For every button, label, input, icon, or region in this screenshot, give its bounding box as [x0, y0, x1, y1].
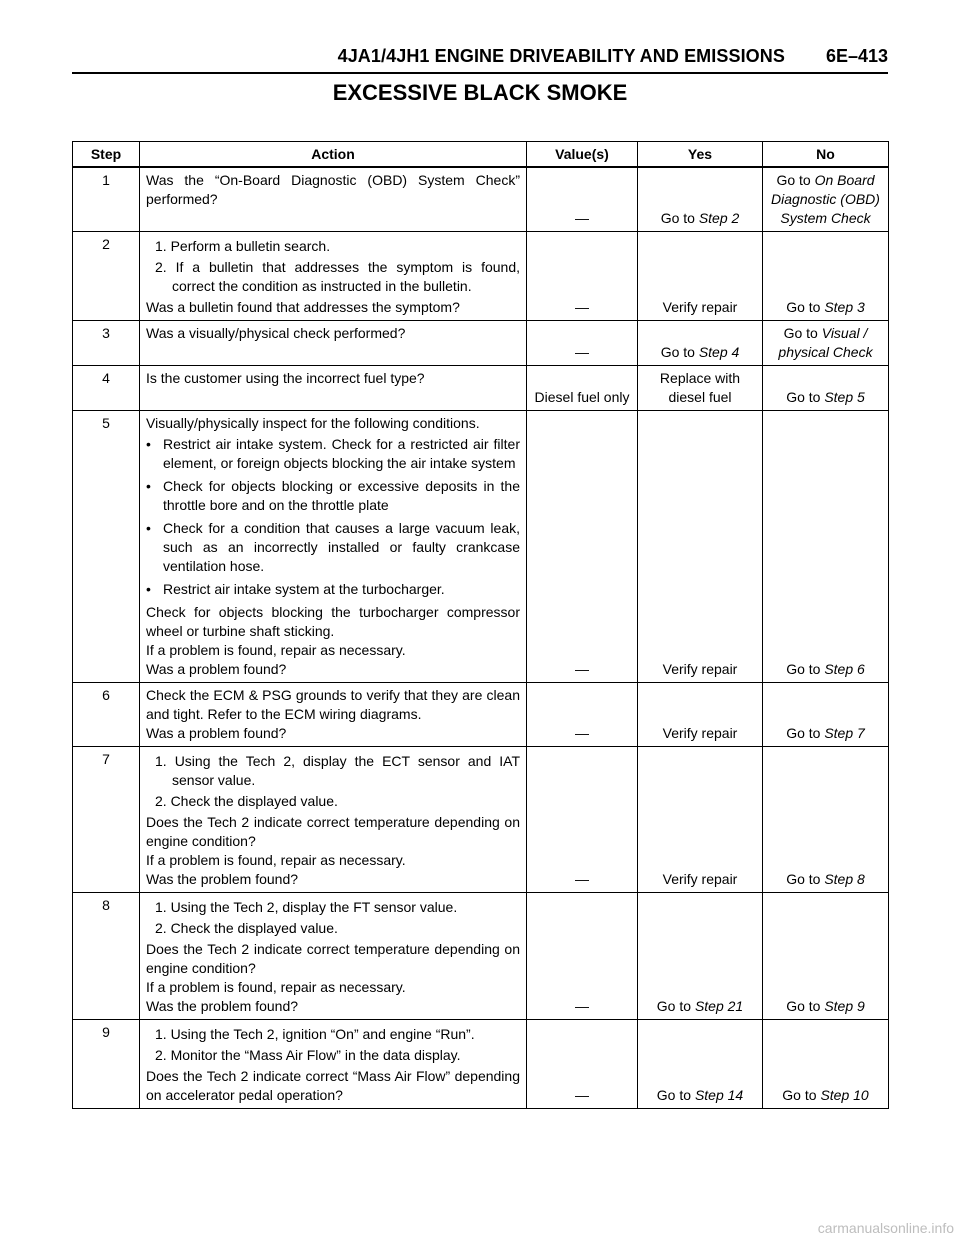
no-text: Go to [783, 325, 822, 341]
section-title: 4JA1/4JH1 ENGINE DRIVEABILITY AND EMISSIONS [337, 46, 785, 66]
action-cell [140, 232, 527, 321]
action-text [146, 997, 520, 1016]
no-cell [763, 411, 889, 683]
action-line-text: 2. If a bulletin that addresses the symptom is found, correct the condition as instructed in the bulletin. [155, 259, 520, 294]
yes-text: Go to [656, 998, 695, 1014]
no-cell [763, 893, 889, 1020]
no-step-reference: Step 6 [824, 661, 865, 677]
yes-step-reference: Step 14 [694, 1087, 744, 1103]
action-line-text: Check for objects blocking or excessive deposits in the throttle bore and on the throttle plate [163, 478, 520, 513]
yes-text: Go to [660, 210, 699, 226]
step-number: 1 [73, 167, 140, 232]
action-line-text: Was the problem found? [146, 871, 299, 887]
step-number: 5 [73, 411, 140, 683]
column-header-values: Value(s) [527, 142, 638, 168]
action-line-text: Check for objects blocking the turbocharger compressor wheel or turbine shaft sticking. [146, 604, 520, 639]
no-step-reference: Visual / physical Check [778, 325, 873, 360]
numbered-instruction [146, 792, 520, 811]
action-line-text: Is the customer using the incorrect fuel type? [146, 370, 425, 386]
action-text [146, 414, 520, 433]
action-line-text: Does the Tech 2 indicate correct temperature depending on engine condition? [146, 814, 520, 849]
action-text [146, 369, 520, 388]
action-line-text: Check for a condition that causes a large vacuum leak, such as an incorrectly installed or faulty crankcase ventilation hose. [163, 520, 520, 574]
action-cell [140, 411, 527, 683]
action-text [146, 940, 520, 978]
numbered-instruction [146, 898, 520, 917]
action-text [146, 686, 520, 724]
action-line-text: If a problem is found, repair as necessary. [146, 642, 406, 658]
page-title: EXCESSIVE BLACK SMOKE [332, 80, 628, 105]
action-line-text: Was the “On-Board Diagnostic (OBD) System Check” performed? [146, 172, 520, 207]
yes-cell [638, 1020, 763, 1109]
value-cell: — [527, 893, 638, 1020]
numbered-instruction [146, 237, 520, 256]
page-number: 6E–413 [825, 46, 888, 66]
action-cell [140, 683, 527, 747]
yes-cell [638, 167, 763, 232]
action-line-text: 1. Using the Tech 2, display the FT sensor value. [155, 899, 458, 915]
action-text [146, 660, 520, 679]
step-number: 2 [73, 232, 140, 321]
bullet-instruction [146, 477, 520, 515]
page-header [72, 44, 888, 74]
yes-step-reference: Step 21 [694, 998, 744, 1014]
action-text [146, 724, 520, 743]
yes-text: Verify repair [662, 299, 738, 315]
column-header-no: No [763, 142, 889, 168]
step-number: 8 [73, 893, 140, 1020]
table-body [73, 167, 889, 1109]
yes-cell [638, 893, 763, 1020]
action-line-text: 1. Using the Tech 2, display the ECT sensor and IAT sensor value. [155, 753, 520, 788]
action-line-text: If a problem is found, repair as necessary. [146, 852, 406, 868]
value-cell: Diesel fuel only [527, 366, 638, 411]
table-header-row [73, 142, 889, 168]
action-cell [140, 747, 527, 893]
action-line-text: Was a visually/physical check performed? [146, 325, 406, 341]
action-line-text: Was a problem found? [146, 725, 287, 741]
action-line-text: 2. Monitor the “Mass Air Flow” in the data display. [155, 1047, 461, 1063]
table-row [73, 366, 889, 411]
step-number: 6 [73, 683, 140, 747]
yes-step-reference: Step 4 [698, 344, 740, 360]
value-cell: — [527, 1020, 638, 1109]
action-line-text: 2. Check the displayed value. [155, 920, 338, 936]
action-cell [140, 167, 527, 232]
table-row [73, 683, 889, 747]
table-row [73, 747, 889, 893]
column-header-step: Step [73, 142, 140, 168]
action-text [146, 298, 520, 317]
step-number: 9 [73, 1020, 140, 1109]
action-cell [140, 1020, 527, 1109]
no-cell [763, 1020, 889, 1109]
action-text [146, 603, 520, 641]
value-cell: — [527, 747, 638, 893]
bullet-instruction [146, 519, 520, 576]
action-line-text: 1. Perform a bulletin search. [155, 238, 331, 254]
no-step-reference: Step 5 [824, 389, 865, 405]
action-line-text: Check the ECM & PSG grounds to verify that they are clean and tight. Refer to the ECM wiring diagrams. [146, 687, 520, 722]
no-step-reference: Step 8 [824, 871, 865, 887]
bullet-instruction [146, 435, 520, 473]
yes-text: Verify repair [662, 725, 738, 741]
no-text: Go to [776, 172, 815, 188]
table-row [73, 321, 889, 366]
no-cell [763, 167, 889, 232]
no-step-reference: On Board Diagnostic (OBD) System Check [771, 172, 880, 226]
no-cell [763, 747, 889, 893]
action-line-text: Was the problem found? [146, 998, 299, 1014]
value-cell: — [527, 232, 638, 321]
watermark: carmanualsonline.info [817, 1220, 954, 1236]
action-line-text: Was a bulletin found that addresses the symptom? [146, 299, 460, 315]
yes-cell [638, 366, 763, 411]
numbered-instruction [146, 752, 520, 790]
yes-step-reference: Step 2 [698, 210, 740, 226]
action-text [146, 813, 520, 851]
numbered-instruction [146, 1025, 520, 1044]
table-row [73, 1020, 889, 1109]
no-cell [763, 232, 889, 321]
value-cell: — [527, 683, 638, 747]
no-step-reference: Step 7 [824, 725, 865, 741]
value-cell: — [527, 411, 638, 683]
table-row [73, 167, 889, 232]
bullet-instruction [146, 580, 520, 599]
yes-text: Replace with diesel fuel [659, 370, 741, 405]
action-text [146, 870, 520, 889]
no-text: Go to [786, 998, 825, 1014]
table-row [73, 411, 889, 683]
action-cell [140, 321, 527, 366]
diagnostic-table [72, 141, 889, 1109]
action-line-text: Restrict air intake system. Check for a restricted air filter element, or foreign objects blocking the air intake system [163, 436, 520, 471]
yes-cell [638, 411, 763, 683]
no-text: Go to [786, 299, 825, 315]
yes-cell [638, 321, 763, 366]
step-number: 7 [73, 747, 140, 893]
action-text [146, 324, 520, 343]
numbered-instruction [146, 258, 520, 296]
no-text: Go to [782, 1087, 821, 1103]
column-header-yes: Yes [638, 142, 763, 168]
no-step-reference: Step 10 [820, 1087, 869, 1103]
yes-cell [638, 232, 763, 321]
action-text [146, 171, 520, 209]
yes-text: Verify repair [662, 661, 738, 677]
action-text [146, 851, 520, 870]
value-cell: — [527, 167, 638, 232]
action-line-text: If a problem is found, repair as necessary. [146, 979, 406, 995]
no-cell [763, 321, 889, 366]
yes-text: Go to [660, 344, 699, 360]
no-step-reference: Step 9 [824, 998, 865, 1014]
action-text [146, 641, 520, 660]
action-line-text: Does the Tech 2 indicate correct temperature depending on engine condition? [146, 941, 520, 976]
step-number: 4 [73, 366, 140, 411]
yes-cell [638, 747, 763, 893]
table-row [73, 232, 889, 321]
action-line-text: Visually/physically inspect for the following conditions. [146, 415, 480, 431]
no-cell [763, 683, 889, 747]
action-line-text: 2. Check the displayed value. [155, 793, 338, 809]
action-text [146, 1067, 520, 1105]
numbered-instruction [146, 919, 520, 938]
yes-text: Go to [656, 1087, 695, 1103]
no-text: Go to [786, 389, 825, 405]
column-header-action: Action [140, 142, 527, 168]
action-line-text: Restrict air intake system at the turbocharger. [163, 581, 445, 597]
table-row [73, 893, 889, 1020]
numbered-instruction [146, 1046, 520, 1065]
no-text: Go to [786, 661, 825, 677]
yes-text: Verify repair [662, 871, 738, 887]
action-line-text: 1. Using the Tech 2, ignition “On” and engine “Run”. [155, 1026, 475, 1042]
action-cell [140, 366, 527, 411]
action-text [146, 978, 520, 997]
no-cell [763, 366, 889, 411]
no-text: Go to [786, 725, 825, 741]
value-cell: — [527, 321, 638, 366]
no-step-reference: Step 3 [824, 299, 865, 315]
action-cell [140, 893, 527, 1020]
action-line-text: Was a problem found? [146, 661, 287, 677]
no-text: Go to [786, 871, 825, 887]
step-number: 3 [73, 321, 140, 366]
yes-cell [638, 683, 763, 747]
action-line-text: Does the Tech 2 indicate correct “Mass Air Flow” depending on accelerator pedal operation? [146, 1068, 520, 1103]
